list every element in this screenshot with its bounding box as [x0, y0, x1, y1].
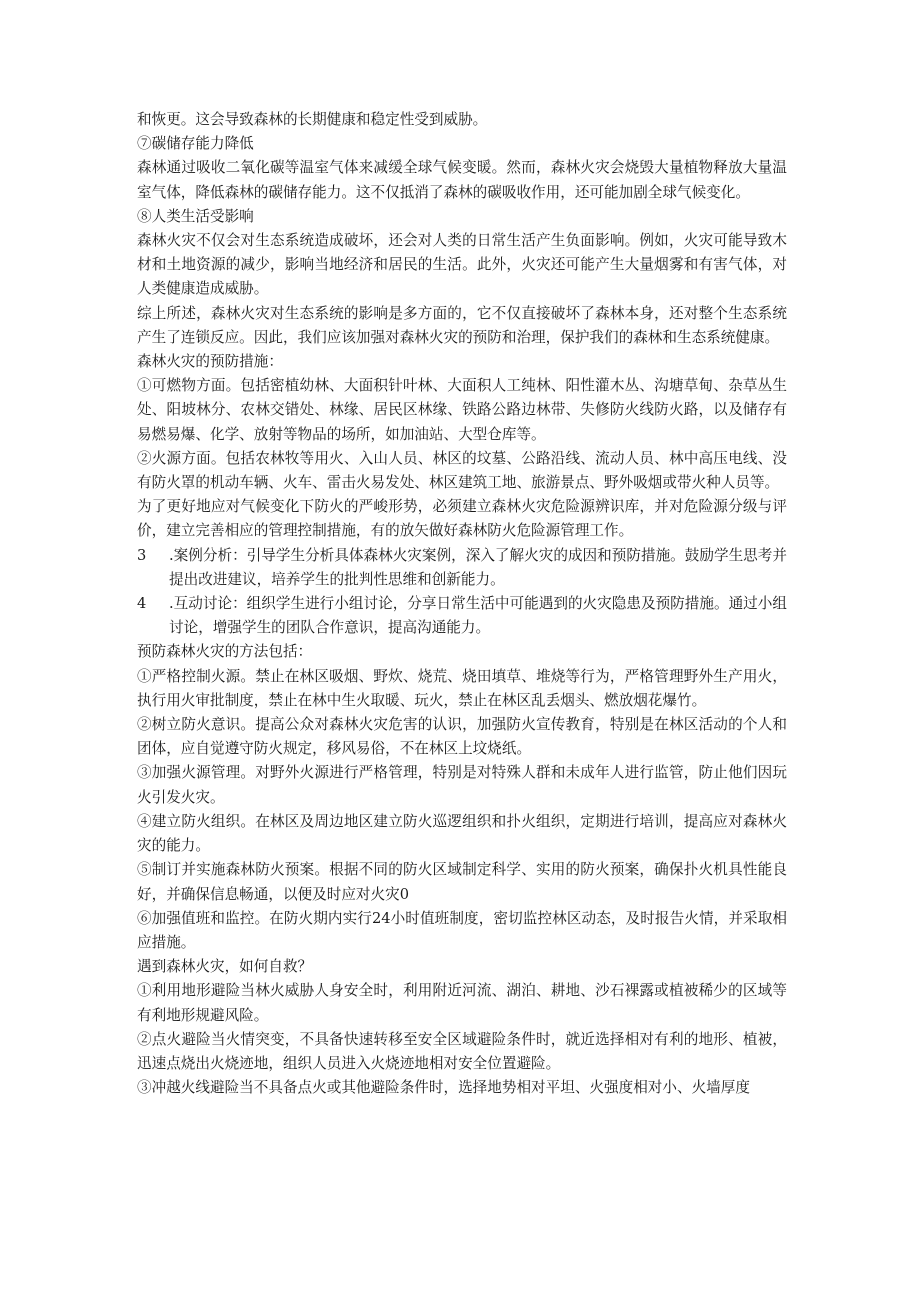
item-number: 4: [137, 595, 147, 613]
section-heading: ⑦碳储存能力降低: [137, 135, 254, 153]
section-heading: 森林火灾的预防措施：: [137, 353, 283, 371]
paragraph: 和恢更。这会导致森林的长期健康和稳定性受到威胁。: [137, 111, 488, 128]
list-item: ③冲越火线避险当不具备点火或其他避险条件时，选择地势相对平坦、火强度相对小、火墙厚度: [137, 1079, 750, 1097]
list-item: ②树立防火意识。提高公众对森林火灾危害的认识，加强防火宣传教育，特别是在林区活动的个人和团体，应自觉遵守防火规定，移风易俗，不在林区上坟烧纸。: [137, 716, 787, 758]
list-item: ②火源方面。包括农林牧等用火、入山人员、林区的坟墓、公路沿线、流动人员、林中高压电线、没有防火罩的机动车辆、火车、雷击火易发处、林区建筑工地、旅游景点、野外吸烟或带火种人员等。: [137, 449, 787, 492]
list-item: ⑤制订并实施森林防火预案。根据不同的防火区域制定科学、实用的防火预案，确保扑火机具性能良好，并确保信息畅通，以便及时应对火灾0: [137, 861, 787, 903]
section-heading: 预防森林火灾的方法包括：: [137, 643, 313, 661]
list-item: ④建立防火组织。在林区及周边地区建立防火巡逻组织和扑火组织，定期进行培训，提高应对森林火灾的能力。: [137, 812, 787, 855]
list-item: ①严格控制火源。禁止在林区吸烟、野炊、烧荒、烧田填草、堆烧等行为，严格管理野外生产用火，执行用火审批制度，禁止在林中生火取暖、玩火，禁止在林区乱丢烟头、燃放烟花爆竹。: [137, 667, 787, 709]
item-text: .案例分析：引导学生分析具体森林火灾案例，深入了解火灾的成因和预防措施。鼓励学生思考并提出改进建议，培养学生的批判性思维和创新能力。: [169, 546, 787, 588]
item-number: 3: [137, 546, 147, 564]
item-text: .互动讨论：组织学生进行小组讨论，分享日常生活中可能遇到的火灾隐患及预防措施。通过小组讨论，增强学生的团队合作意识，提高沟通能力。: [169, 595, 787, 637]
list-item: ①可燃物方面。包括密植幼林、大面积针叶林、大面积人工纯林、阳性灌木丛、沟塘草甸、杂草丛生处、阳坡林分、农林交错处、林缘、居民区林缘、铁路公路边林带、失修防火线防火路，以及储存有易燃易爆、化学、放射等物品的场所，如加油站、大型仓库等。: [137, 377, 787, 443]
document-body: [137, 108, 787, 1100]
paragraph: 为了更好地应对气候变化下防火的严峻形势，必须建立森林火灾危险源辨识库，并对危险源分级与评价，建立完善相应的管理控制措施，有的放矢做好森林防火危险源管理工作。: [137, 498, 787, 540]
paragraph: 森林通过吸收二氧化碳等温室气体来减缓全球气候变暖。然而，森林火灾会烧毁大量植物释放大量温室气体，降低森林的碳储存能力。这不仅抵消了森林的碳吸收作用，还可能加剧全球气候变化。: [137, 159, 787, 201]
list-item: ③加强火源管理。对野外火源进行严格管理，特别是对特殊人群和未成年人进行监管，防止他们因玩火引发火灾。: [137, 764, 787, 806]
section-heading: ⑧人类生活受影响: [137, 207, 254, 225]
section-heading: 遇到森林火灾，如何自救？: [137, 958, 313, 976]
list-item: ①利用地形避险当林火威胁人身安全时，利用附近河流、湖泊、耕地、沙石裸露或植被稀少的区域等有利地形规避风险。: [137, 982, 787, 1024]
paragraph: 森林火灾不仅会对生态系统造成破坏，还会对人类的日常生活产生负面影响。例如，火灾可能导致木材和土地资源的减少，影响当地经济和居民的生活。此外，火灾还可能产生大量烟雾和有害气体，对人类健康造成威胁。: [137, 232, 787, 298]
numbered-item: [137, 544, 787, 592]
numbered-item: [137, 592, 787, 640]
list-item: ⑥加强值班和监控。在防火期内实行24小时值班制度，密切监控林区动态，及时报告火情，并采取相应措施。: [137, 909, 787, 951]
list-item: ②点火避险当火情突变，不具备快速转移至安全区域避险条件时，就近选择相对有利的地形、植被，迅速点烧出火烧迹地，组织人员进入火烧迹地相对安全位置避险。: [137, 1030, 787, 1072]
paragraph: 综上所述，森林火灾对生态系统的影响是多方面的，它不仅直接破坏了森林本身，还对整个生态系统产生了连锁反应。因此，我们应该加强对森林火灾的预防和治理，保护我们的森林和生态系统健康。: [137, 304, 787, 346]
